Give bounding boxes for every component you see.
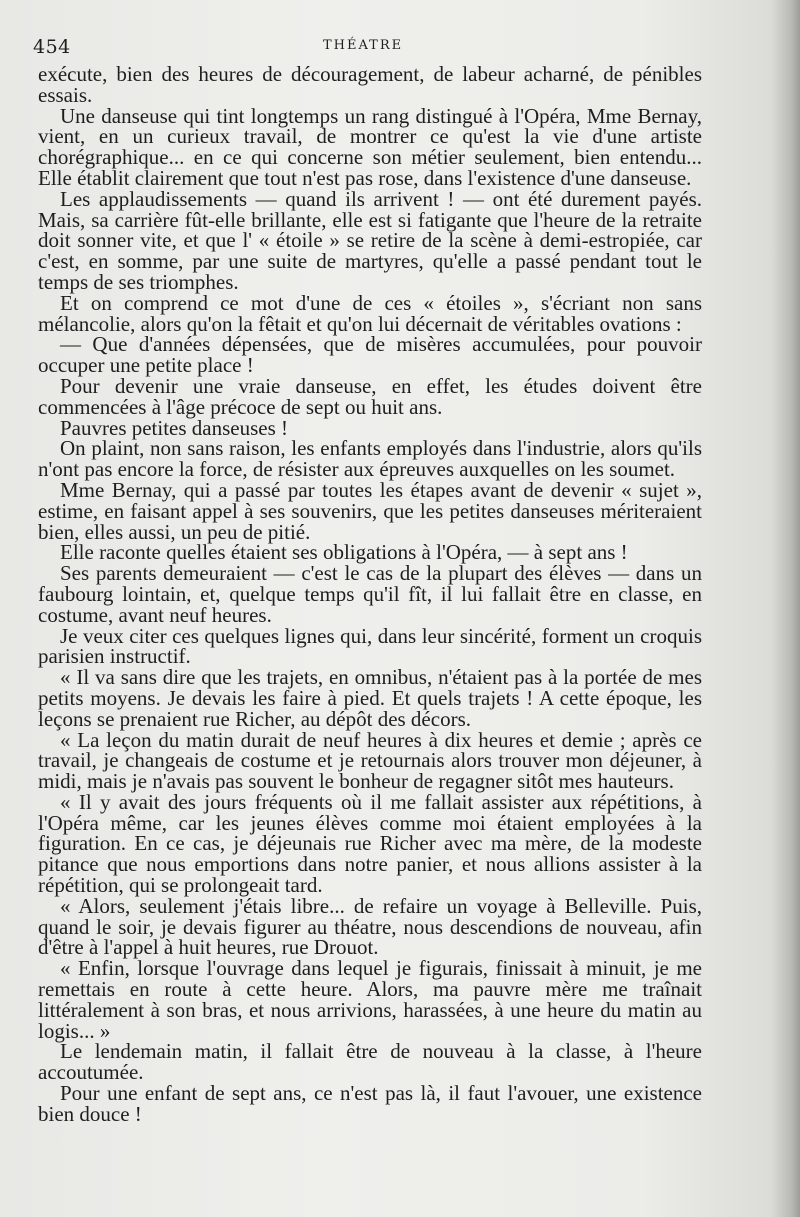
paragraph-continuation: exécute, bien des heures de découragement, de labeur acharné, de pénibles essais. <box>38 62 702 107</box>
quoted-paragraph: « Enfin, lorsque l'ouvrage dans lequel je figurais, finissait à minuit, je me remettais en route à cette heure. Alors, ma pauvre mère me traînait littéralement à son bras, et nous arrivions, harassées, à une heure du matin au logis... » <box>38 956 702 1043</box>
page-edge-shadow <box>772 0 800 1217</box>
body-text <box>38 64 702 1125</box>
paragraph: Et on comprend ce mot d'une de ces « étoiles », s'écriant non sans mélancolie, alors qu'on la fêtait et qu'on lui décernait de véritables ovations : <box>38 290 702 336</box>
paragraph: Elle raconte quelles étaient ses obligations à l'Opéra, — à sept ans ! <box>60 540 628 565</box>
paragraph: Pour une enfant de sept ans, ce n'est pas là, il faut l'avouer, une existence bien douce ! <box>38 1081 702 1126</box>
running-title: THÉATRE <box>323 38 404 53</box>
paragraph: Pour devenir une vraie danseuse, en effet, les études doivent être commencées à l'âge précoce de sept ou huit ans. <box>38 373 702 419</box>
quoted-paragraph: « Il y avait des jours fréquents où il me fallait assister aux répétitions, à l'Opéra même, car les jeunes élèves comme moi étaient employées à la figuration. En ce cas, je déjeunais rue Richer avec ma mère, de la modeste pitance que nous emportions dans notre panier, et nous allions assister à la répétition, qui se prolongeait tard. <box>38 789 702 898</box>
paragraph: Ses parents demeuraient — c'est le cas de la plupart des élèves — dans un faubourg lointain, et, quelque temps qu'il fît, il lui fallait être en classe, en costume, avant neuf heures. <box>38 561 702 627</box>
quoted-paragraph: « Il va sans dire que les trajets, en omnibus, n'étaient pas à la portée de mes petits moyens. Je devais les faire à pied. Et quels trajets ! A cette époque, les leçons se prenaient rue Richer, au dépôt des décors. <box>38 665 702 731</box>
paragraph: Une danseuse qui tint longtemps un rang distingué à l'Opéra, Mme Bernay, vient, en un curieux travail, de montrer ce qu'est la vie d'une artiste chorégraphique... en ce qui concerne son métier seulement, bien entendu... Elle établit clairement que tout n'est pas rose, dans l'existence d'une danseuse. <box>38 103 702 190</box>
paragraph: Je veux citer ces quelques lignes qui, dans leur sincérité, forment un croquis parisien instructif. <box>38 623 702 669</box>
paragraph: Mme Bernay, qui a passé par toutes les étapes avant de devenir « sujet », estime, en faisant appel à ses souvenirs, que les petites danseuses mériteraient bien, elles aussi, un peu de pitié. <box>38 477 702 544</box>
paragraph: Pauvres petites danseuses ! <box>60 415 289 440</box>
paragraph: Le lendemain matin, il fallait être de nouveau à la classe, à l'heure accoutumée. <box>38 1039 702 1085</box>
paragraph: Les applaudissements — quand ils arrivent ! — ont été durement payés. Mais, sa carrière fût-elle brillante, elle est si fatigante que l'heure de la retraite doit sonner vite, et que l' « étoile » se retire de la scène à demi-estropiée, car c'est, en somme, par une suite de martyres, qu'elle a passé pendant tout le temps de ses triomphes. <box>38 186 702 294</box>
quoted-paragraph: « Alors, seulement j'étais libre... de refaire un voyage à Belleville. Puis, quand le soir, je devais figurer au théatre, nous descendions de nouveau, afin d'être à l'appel à huit heures, rue Drouot. <box>38 893 702 960</box>
paragraph: On plaint, non sans raison, les enfants employés dans l'industrie, alors qu'ils n'ont pas encore la force, de résister aux épreuves auxquelles on les soumet. <box>38 436 702 482</box>
page-header <box>33 36 713 62</box>
quoted-paragraph: « La leçon du matin durait de neuf heures à dix heures et demie ; après ce travail, je changeais de costume et je retournais alors trouver mon déjeuner, à midi, mais je n'avais pas souvent le bonheur de regagner sitôt mes hauteurs. <box>38 727 702 794</box>
paragraph: — Que d'années dépensées, que de misères accumulées, pour pouvoir occuper une petite place ! <box>38 332 702 378</box>
page-number: 454 <box>33 36 71 58</box>
